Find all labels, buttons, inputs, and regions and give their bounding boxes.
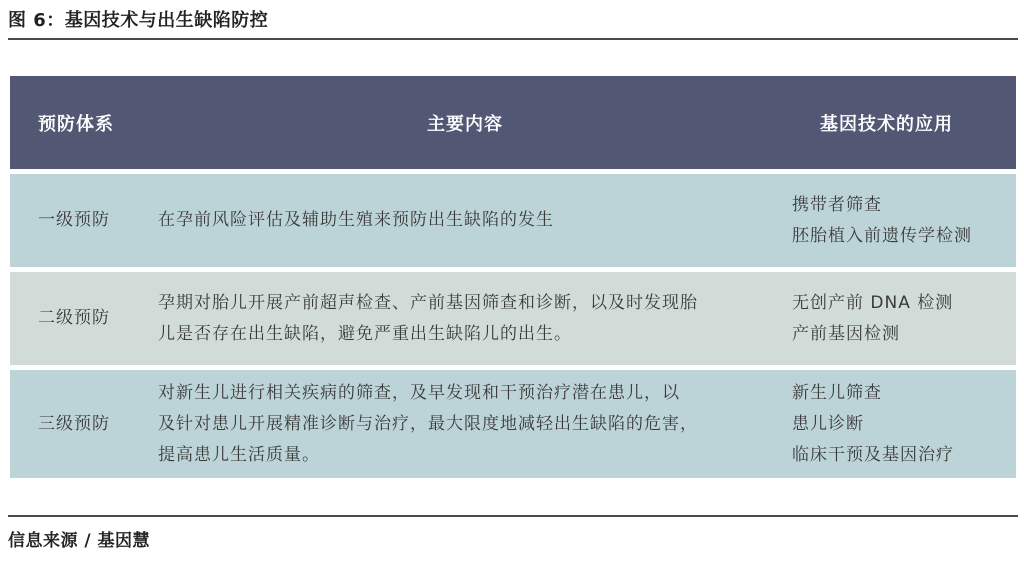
prevention-level: 三级预防 [38,413,110,434]
main-content [158,174,554,267]
main-content [158,272,698,365]
content-line: 及针对患儿开展精准诊断与治疗，最大限度地减轻出生缺陷的危害， [158,413,698,434]
applications [792,272,953,365]
header-gene-tech-application: 基因技术的应用 [820,113,953,135]
header-prevention-system: 预防体系 [38,113,114,135]
content-line: 对新生儿进行相关疾病的筛查，及早发现和干预治疗潜在患儿，以 [158,382,680,403]
source-note: 信息来源 / 基因慧 [8,531,151,551]
content-line: 提高患儿生活质量。 [158,444,320,465]
prevention-level: 一级预防 [38,210,110,230]
table-row [10,272,1016,365]
application-item: 产前基因检测 [792,323,900,344]
application-item: 新生儿筛查 [792,382,882,403]
main-content [158,370,698,478]
application-item: 临床干预及基因治疗 [792,444,954,465]
content-line: 儿是否存在出生缺陷，避免严重出生缺陷儿的出生。 [158,323,572,344]
applications [792,370,954,478]
header-main-content: 主要内容 [427,113,503,135]
bottom-divider [8,515,1018,517]
prevention-table [10,76,1016,478]
content-line: 在孕前风险评估及辅助生殖来预防出生缺陷的发生 [158,210,554,230]
table-header-row [10,76,1016,169]
prevention-level: 二级预防 [38,308,110,328]
table-row [10,370,1016,478]
figure-title: 图 6：基因技术与出生缺陷防控 [8,10,269,31]
content-line: 孕期对胎儿开展产前超声检查、产前基因筛查和诊断，以及时发现胎 [158,292,698,313]
application-item: 携带者筛查 [792,194,882,215]
application-item: 无创产前 DNA 检测 [792,292,954,313]
applications [792,174,972,267]
application-item: 患儿诊断 [792,413,864,434]
table-row [10,174,1016,267]
application-item: 胚胎植入前遗传学检测 [792,225,972,246]
top-divider [8,38,1018,40]
